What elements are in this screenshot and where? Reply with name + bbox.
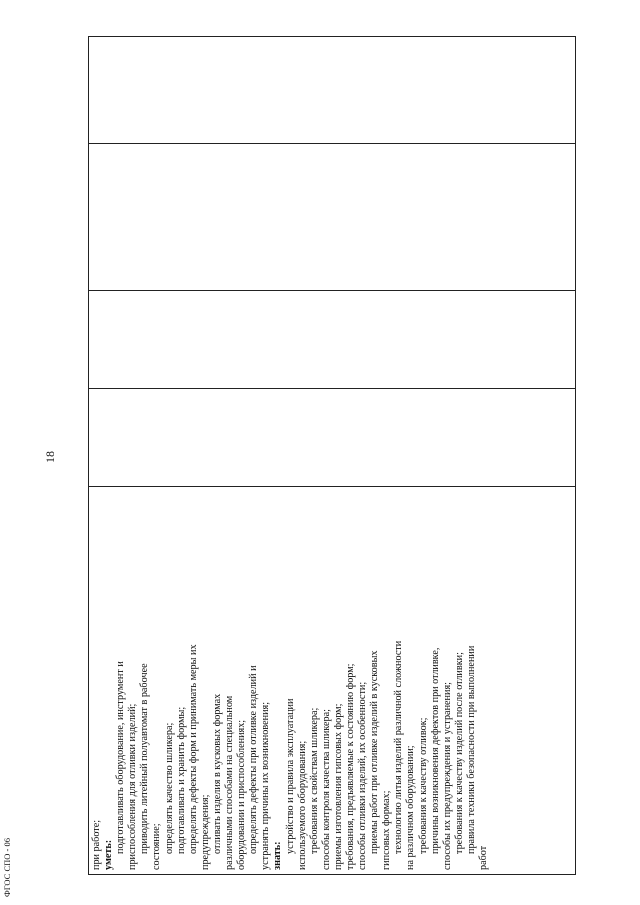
text-line: работ <box>478 845 489 870</box>
text-line: различными способами на специальном <box>224 695 236 870</box>
text-line: способы отливки изделий, их особенности; <box>357 681 369 870</box>
text-line: приемы работ при отливке изделий в кусковых <box>369 650 381 854</box>
table-cell-empty <box>89 37 576 144</box>
text-line: технологию литья изделий различной сложности <box>393 640 405 854</box>
text-line: оборудовании и приспособлениях; <box>236 719 248 870</box>
text-line: причины возникновения дефектов при отливке, <box>429 647 441 854</box>
text-line: способы их предупреждения и устранения; <box>441 682 453 870</box>
text-line: используемого оборудования; <box>296 740 308 870</box>
text-line: правила техники безопасности при выполнении <box>465 645 477 854</box>
text-line: предупреждения; <box>199 794 211 870</box>
text-line: подготавливать оборудование, инструмент и <box>115 661 127 854</box>
table-cell-empty <box>89 144 576 291</box>
text-line: состояние; <box>151 823 163 870</box>
text-line: приспособления для отливки изделий; <box>127 703 139 870</box>
text-line: на различном оборудовании; <box>405 745 417 870</box>
table-cell-empty <box>89 389 576 487</box>
text-line: гипсовых формах; <box>381 790 393 870</box>
text-line: требования к качеству изделий после отливки; <box>453 652 465 854</box>
text-line: определять качество шликера; <box>163 722 175 854</box>
page-number: 18 <box>43 451 57 463</box>
text-line: отливать изделия в кусковых формах <box>211 693 223 854</box>
text-line: уметь: <box>103 839 115 870</box>
text-line: устройство и правила эксплуатации <box>284 698 296 854</box>
text-line: приводить литейный полуавтомат в рабочее <box>139 663 151 854</box>
text-line: при работе; <box>91 819 102 870</box>
content-table <box>88 36 576 875</box>
rotated-sheet <box>2 37 576 897</box>
text-line: определять дефекты форм и принимать меры их <box>187 644 199 854</box>
footer-code: ФГОС СПО - 06 <box>2 838 12 897</box>
content-text <box>89 487 490 874</box>
text-line: устранять причины их возникновения; <box>260 701 272 870</box>
text-line: подготавливать и хранить формы; <box>175 706 187 854</box>
table-row <box>89 37 576 875</box>
table-cell-empty <box>89 291 576 389</box>
text-line: знать: <box>272 841 284 870</box>
text-line: требования к качеству отливок; <box>417 717 429 854</box>
text-line: приемы изготовления гипсовых форм; <box>332 703 344 870</box>
text-line: способы контроля качества шликера; <box>320 708 332 870</box>
text-line: требования, предъявляемые к состоянию форм; <box>344 663 356 870</box>
table-cell-content <box>89 487 576 875</box>
text-line: требования к свойствам шликера; <box>308 707 320 854</box>
text-line: определять дефекты при отливке изделий и <box>248 665 260 854</box>
